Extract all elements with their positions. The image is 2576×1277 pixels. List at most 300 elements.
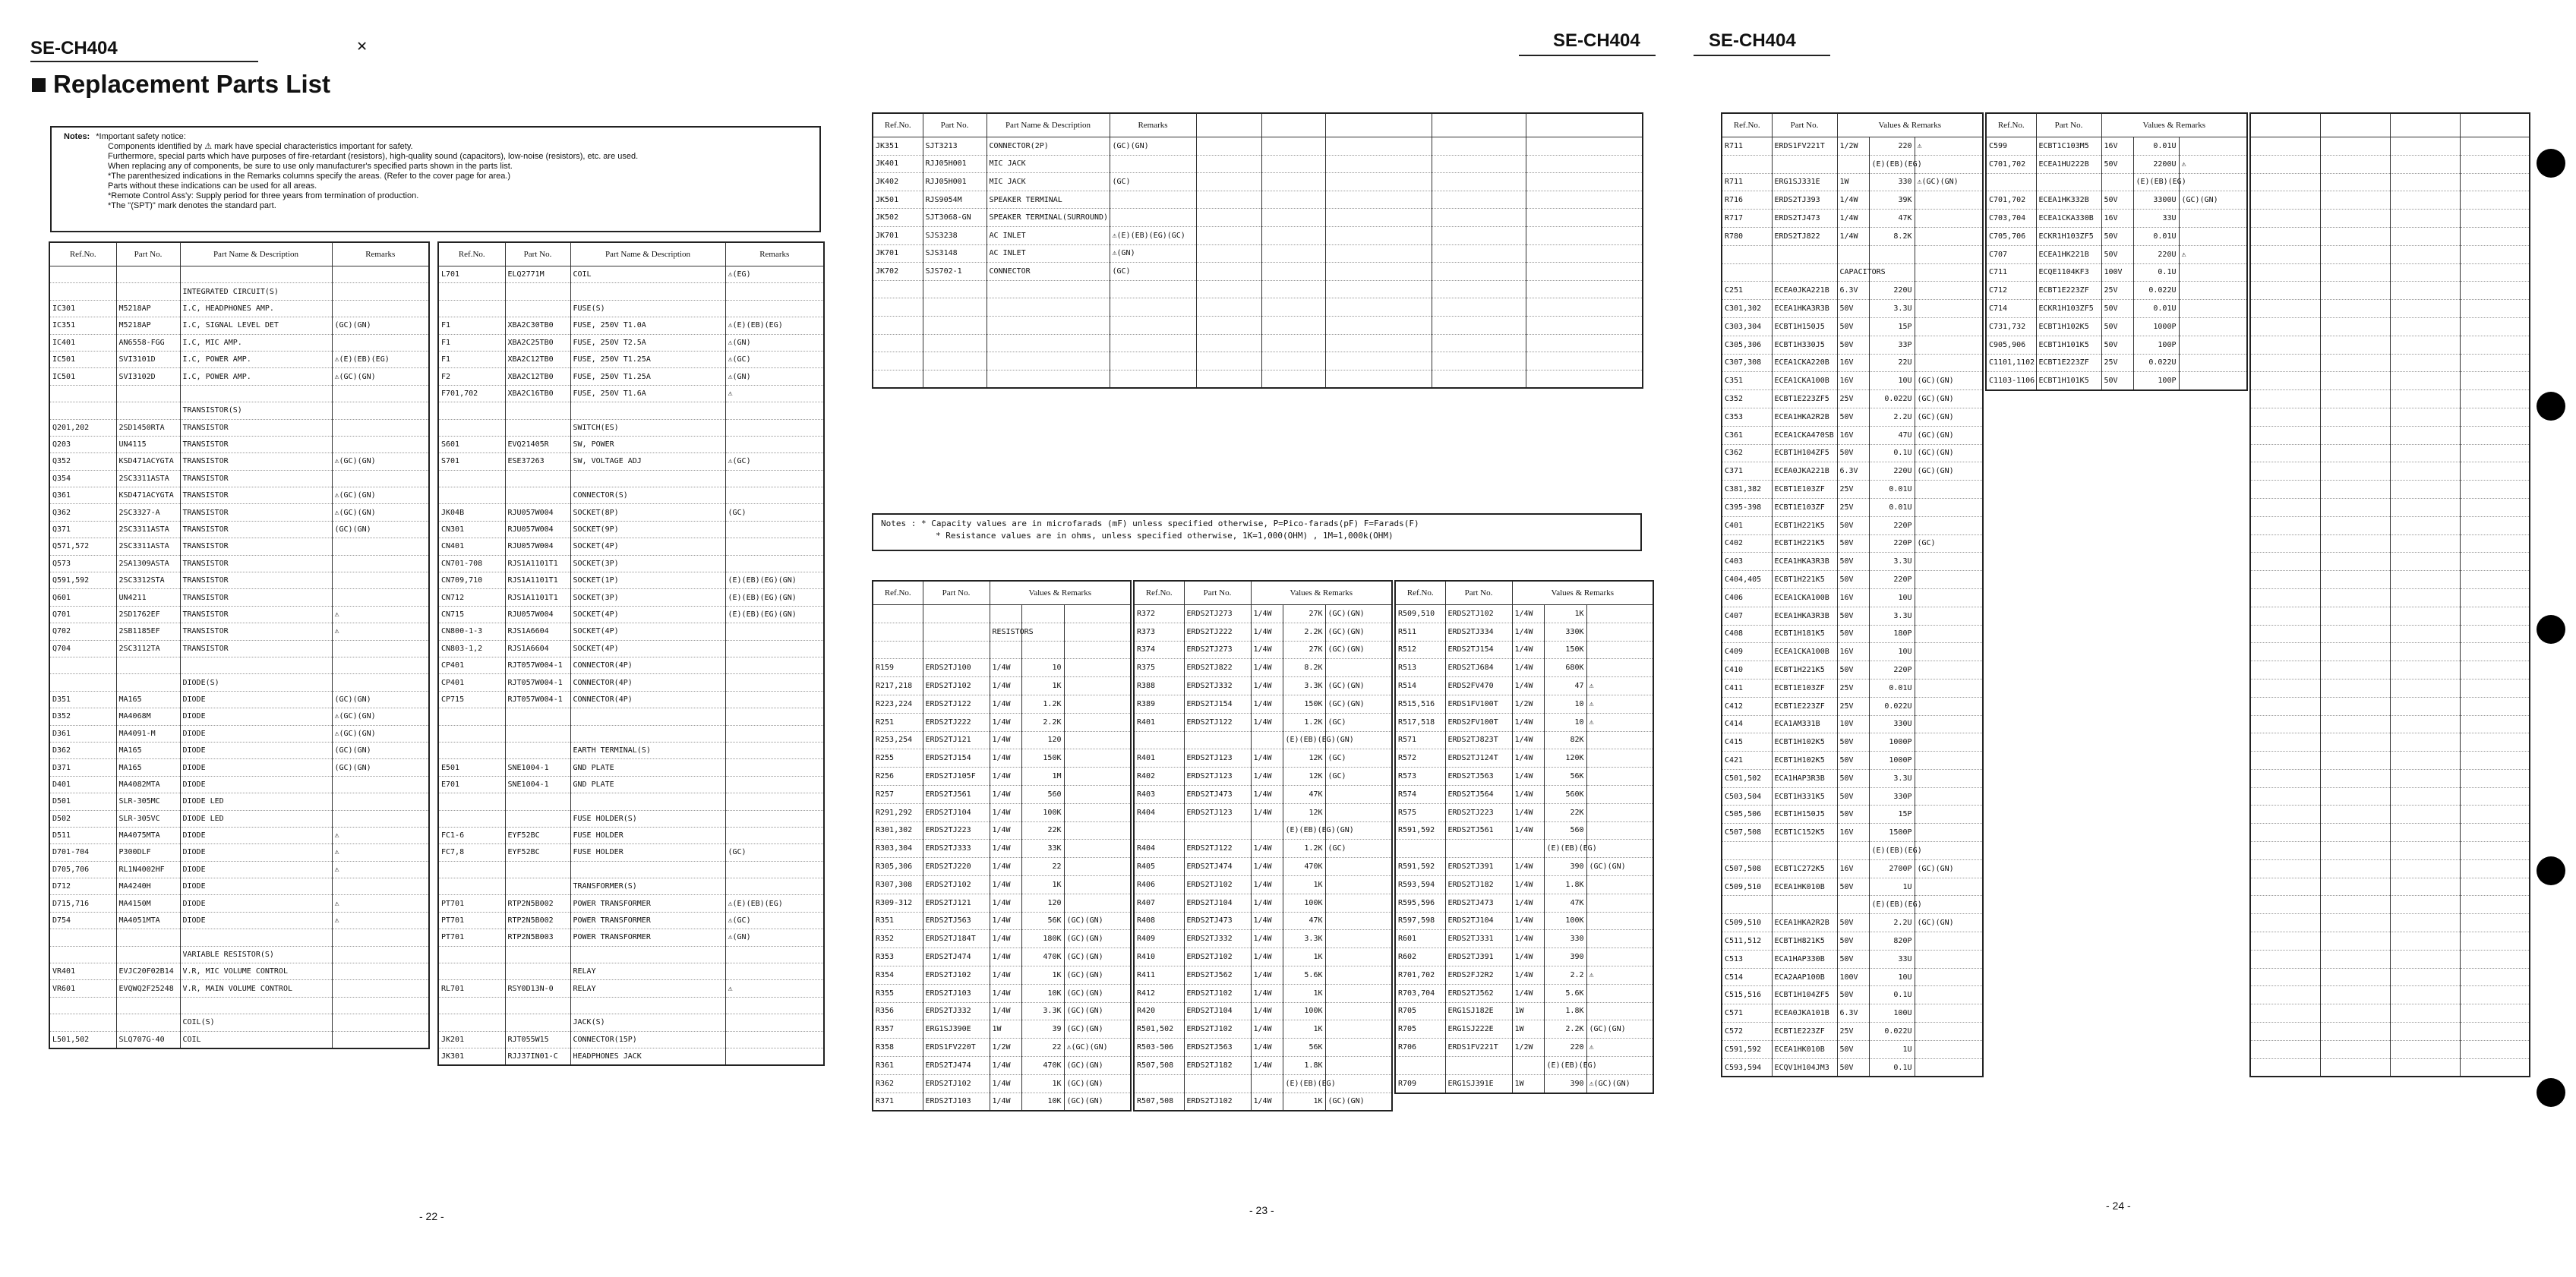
table-cell: 470K <box>1021 948 1064 966</box>
table-cell <box>2460 1058 2530 1077</box>
table-cell: (GC)(GN) <box>1325 641 1392 659</box>
table-row <box>1134 930 1392 948</box>
table-cell <box>505 946 570 963</box>
table-cell: RJS1A6604 <box>505 623 570 640</box>
table-cell: 16V <box>2101 137 2133 156</box>
table-row <box>438 674 824 691</box>
table-cell <box>1432 316 1526 334</box>
table-row <box>438 504 824 521</box>
table-cell: D712 <box>49 878 116 895</box>
table-cell <box>1261 137 1325 156</box>
table-cell: 1U <box>1869 878 1915 896</box>
table-row <box>438 351 824 367</box>
table-cell: 16V <box>1837 859 1869 878</box>
table-cell: FUSE HOLDER <box>570 827 725 843</box>
table-row <box>1986 354 2247 372</box>
table-cell <box>49 674 116 691</box>
table-cell <box>2320 571 2390 589</box>
table-cell <box>2460 752 2530 770</box>
table-cell: MA4051MTA <box>116 912 180 929</box>
table-cell: C303,304 <box>1722 317 1772 336</box>
table-cell <box>725 691 824 708</box>
table-cell: R703,704 <box>1395 984 1445 1002</box>
table-cell: ECEA1HKA3R3B <box>1772 300 1837 318</box>
column-header: Part No. <box>923 581 990 605</box>
table-cell <box>505 742 570 758</box>
table-cell <box>2390 516 2460 534</box>
table-row <box>873 677 1131 695</box>
table-cell: RJT057W004-1 <box>505 691 570 708</box>
table-row <box>2250 462 2530 481</box>
table-row <box>438 521 824 538</box>
table-cell: ERDS2TJ222 <box>923 713 990 731</box>
table-cell <box>438 725 505 742</box>
table-cell <box>1915 625 1983 643</box>
table-cell <box>1432 173 1526 191</box>
table-cell: VR401 <box>49 963 116 980</box>
table-cell <box>332 589 429 606</box>
table-row <box>1134 948 1392 966</box>
table-cell <box>2250 1058 2320 1077</box>
table-row <box>2250 932 2530 951</box>
table-cell: 50V <box>1837 787 1869 806</box>
table-cell <box>332 266 429 283</box>
table-cell: 50V <box>1837 625 1869 643</box>
table-cell: 50V <box>1837 607 1869 625</box>
table-row <box>873 1093 1131 1111</box>
table-cell <box>1196 173 1261 191</box>
table-cell <box>505 300 570 317</box>
table-cell <box>1915 679 1983 697</box>
table-cell <box>2460 481 2530 499</box>
table-cell: 10K <box>1021 984 1064 1002</box>
table-cell: R354 <box>873 966 923 984</box>
table-cell <box>2250 787 2320 806</box>
table-row <box>1722 227 1983 245</box>
table-cell: 1/4W <box>990 713 1021 731</box>
table-cell: ECEA1HKA3R3B <box>1772 607 1837 625</box>
table-cell <box>2460 625 2530 643</box>
table-cell: R572 <box>1395 749 1445 768</box>
model-label-p24: SE-CH404 <box>1709 30 1796 51</box>
table-row <box>438 470 824 487</box>
table-cell <box>1325 370 1432 388</box>
table-cell <box>2460 932 2530 951</box>
table-cell: I.C, HEADPHONES AMP. <box>180 300 332 317</box>
table-cell: ERDS2TJ823T <box>1445 731 1512 749</box>
table-cell: ECBT1H102K5 <box>1772 752 1837 770</box>
table-cell: 1K <box>1021 677 1064 695</box>
table-cell: 2SA1309ASTA <box>116 555 180 572</box>
table-cell: DIODE <box>180 776 332 793</box>
table-row <box>49 283 429 300</box>
column-header: Ref.No. <box>1395 581 1445 605</box>
table-cell: ECEA1CKA100B <box>1772 372 1837 390</box>
table-row <box>438 895 824 912</box>
table-cell <box>1196 244 1261 263</box>
table-cell <box>332 300 429 317</box>
table-cell: EVQ21405R <box>505 436 570 452</box>
table-cell <box>505 861 570 878</box>
table-cell: 1.2K <box>1021 695 1064 713</box>
table-row <box>2250 498 2530 516</box>
table-cell <box>49 997 116 1014</box>
table-row <box>1722 372 1983 390</box>
table-cell: ⚠ <box>2179 245 2247 263</box>
table-cell: (E)(EB)(EG) <box>1544 840 1586 858</box>
table-cell <box>725 810 824 827</box>
safety-notes <box>50 126 821 232</box>
table-cell <box>1915 878 1983 896</box>
table-cell: CP401 <box>438 657 505 673</box>
table-cell: R501,502 <box>1134 1020 1184 1039</box>
table-cell: ERDS2TJ473 <box>1184 912 1251 930</box>
table-cell <box>1837 155 1869 173</box>
table-cell: ⚠ <box>332 844 429 861</box>
table-cell <box>725 555 824 572</box>
table-cell: 1000P <box>1869 752 1915 770</box>
table-header-row <box>1395 581 1653 605</box>
table-cell: Q361 <box>49 487 116 504</box>
table-cell <box>1915 336 1983 354</box>
table-cell: 15P <box>1869 317 1915 336</box>
table-cell: ECA1HAP330B <box>1772 950 1837 968</box>
table-cell: TRANSISTOR <box>180 589 332 606</box>
table-cell: ERDS2TJ562 <box>1445 984 1512 1002</box>
table-cell <box>725 674 824 691</box>
table-cell <box>2179 317 2247 336</box>
table-cell: (GC) <box>1915 534 1983 553</box>
table-cell: C401 <box>1722 516 1772 534</box>
table-cell: Q591,592 <box>49 572 116 589</box>
table-cell: CN301 <box>438 521 505 538</box>
table-cell: C404,405 <box>1722 571 1772 589</box>
table-cell: 50V <box>1837 516 1869 534</box>
table-cell <box>2250 607 2320 625</box>
table-cell <box>2390 481 2460 499</box>
table-cell: (GC) <box>1325 713 1392 731</box>
table-cell <box>2460 697 2530 715</box>
table-row <box>1986 317 2247 336</box>
table-cell: 3.3K <box>1021 1002 1064 1020</box>
table-row <box>1722 191 1983 210</box>
table-cell: 1/4W <box>1512 984 1544 1002</box>
table-row <box>1722 282 1983 300</box>
table-cell: XBA2C16TB0 <box>505 385 570 402</box>
table-cell: 10 <box>1544 713 1586 731</box>
table-row <box>2250 787 2530 806</box>
table-cell: 8.2K <box>1869 227 1915 245</box>
table-row <box>1722 408 1983 426</box>
table-cell: ECEA1CKA470SB <box>1772 426 1837 444</box>
table-cell: 10U <box>1869 643 1915 661</box>
table-cell: ECEA1CKA100B <box>1772 588 1837 607</box>
table-cell: ERG1SJ390E <box>923 1020 990 1039</box>
table-row <box>2250 914 2530 932</box>
table-row <box>438 742 824 758</box>
table-cell <box>725 963 824 980</box>
table-cell: DIODE <box>180 708 332 725</box>
table-cell: 50V <box>1837 914 1869 932</box>
table-cell: R595,596 <box>1395 894 1445 912</box>
table-cell: ECBT1H150J5 <box>1772 317 1837 336</box>
table-row <box>1722 426 1983 444</box>
table-cell <box>1526 298 1643 317</box>
table-row <box>1395 785 1653 803</box>
table-cell: Q702 <box>49 623 116 640</box>
table-row <box>1395 803 1653 821</box>
table-cell: (E)(EB)(EG) <box>1869 842 1915 860</box>
table-cell <box>2250 661 2320 679</box>
table-cell: COIL(S) <box>180 1014 332 1031</box>
table-cell: 16V <box>1837 354 1869 372</box>
table-cell: 1/4W <box>1251 803 1283 821</box>
table-cell: R358 <box>873 1039 923 1057</box>
table-row <box>438 1031 824 1048</box>
table-cell <box>2320 679 2390 697</box>
table-row <box>2250 986 2530 1004</box>
table-cell <box>725 878 824 895</box>
table-cell: 1/2W <box>1837 137 1869 156</box>
table-cell: ERDS2TJ561 <box>1445 821 1512 840</box>
table-cell: 1K <box>1544 605 1586 623</box>
table-cell: 1K <box>1283 1020 1325 1039</box>
table-cell: (GC)(GN) <box>1915 426 1983 444</box>
table-cell: 390 <box>1544 948 1586 966</box>
table-cell <box>1586 821 1653 840</box>
table-cell <box>1196 137 1261 156</box>
table-cell <box>1586 768 1653 786</box>
table-row <box>873 840 1131 858</box>
binder-hole <box>2537 615 2565 644</box>
column-header: Ref.No. <box>1722 113 1772 137</box>
table-cell <box>2390 1004 2460 1023</box>
table-cell: R514 <box>1395 677 1445 695</box>
table-cell: ERDS2TJ393 <box>1772 191 1837 210</box>
table-cell: (GC)(GN) <box>1064 948 1131 966</box>
table-cell <box>438 1014 505 1031</box>
table-cell: 0.01U <box>1869 498 1915 516</box>
table-row <box>438 691 824 708</box>
table-cell: 0.01U <box>2133 300 2179 318</box>
table-cell <box>2320 516 2390 534</box>
table-row <box>873 713 1131 731</box>
table-cell: ERDS2TJ124T <box>1445 749 1512 768</box>
table-row <box>2250 752 2530 770</box>
table-cell: ERDS2TJ684 <box>1445 659 1512 677</box>
table-cell: R408 <box>1134 912 1184 930</box>
table-cell: 27K <box>1283 605 1325 623</box>
table-cell <box>2250 950 2320 968</box>
table-cell <box>1261 209 1325 227</box>
table-cell <box>2320 806 2390 824</box>
table-cell <box>1196 226 1261 244</box>
table-cell: TRANSISTOR <box>180 470 332 487</box>
table-cell: CN803-1,2 <box>438 640 505 657</box>
table-cell: ERDS1FV220T <box>923 1039 990 1057</box>
table-cell <box>725 725 824 742</box>
table-cell <box>2250 571 2320 589</box>
table-row <box>1134 659 1392 677</box>
table-cell: (GC)(GN) <box>1586 858 1653 876</box>
table-cell <box>570 470 725 487</box>
column-header: Remarks <box>1110 113 1196 137</box>
table-cell: ECBT1H821K5 <box>1772 932 1837 951</box>
table-cell: R575 <box>1395 803 1445 821</box>
column-header: Part Name & Description <box>570 242 725 266</box>
table-cell <box>1512 840 1544 858</box>
table-cell: 3.3U <box>1869 553 1915 571</box>
table-cell: ERDS2TJ102 <box>923 966 990 984</box>
table-cell: ⚠ <box>332 623 429 640</box>
table-cell <box>1184 821 1251 840</box>
table-row <box>1722 155 1983 173</box>
table-cell: TRANSISTOR <box>180 504 332 521</box>
table-row <box>873 821 1131 840</box>
table-cell: ⚠ <box>725 385 824 402</box>
table-cell: (GC) <box>1325 840 1392 858</box>
table-cell: C362 <box>1722 444 1772 462</box>
table-cell: C381,382 <box>1722 481 1772 499</box>
table-cell <box>725 861 824 878</box>
table-cell <box>2250 824 2320 842</box>
table-cell: 50V <box>1837 571 1869 589</box>
table-cell: 1/4W <box>1512 749 1544 768</box>
table-cell: ERDS2TJ184T <box>923 930 990 948</box>
table-cell <box>438 810 505 827</box>
table-cell: ERDS2TJ391 <box>1445 858 1512 876</box>
table-cell: ERDS2TJ102 <box>1445 605 1512 623</box>
table-row <box>49 606 429 623</box>
table-cell <box>725 759 824 776</box>
table-cell <box>1432 280 1526 298</box>
table-cell: 1/4W <box>1251 641 1283 659</box>
table-cell: 2SD1450RTA <box>116 419 180 436</box>
table-cell <box>1064 641 1131 659</box>
table-cell: R511 <box>1395 623 1445 641</box>
page-title-text: Replacement Parts List <box>53 70 330 98</box>
table-cell: JK201 <box>438 1031 505 1048</box>
table-cell <box>1110 209 1196 227</box>
table-cell <box>2250 553 2320 571</box>
table-cell <box>1325 280 1432 298</box>
table-cell: CONNECTOR(4P) <box>570 657 725 673</box>
notes-line: Furthermore, special parts which have purposes of fire-retardant (resistors), high-quality sound (capacitors), low-noise (resistors), etc. are used. <box>108 152 639 161</box>
table-row <box>1986 155 2247 173</box>
table-row <box>2250 155 2530 173</box>
table-row <box>2250 245 2530 263</box>
table-cell <box>49 266 116 283</box>
table-row <box>1395 894 1653 912</box>
table-cell: ⚠ <box>725 980 824 997</box>
table-cell <box>2390 914 2460 932</box>
table-cell: C509,510 <box>1722 914 1772 932</box>
table-cell: Q601 <box>49 589 116 606</box>
table-row <box>2250 1023 2530 1041</box>
table-cell <box>1251 731 1283 749</box>
table-cell: JACK(S) <box>570 1014 725 1031</box>
table-row <box>873 352 1643 370</box>
table-cell: DIODE LED <box>180 793 332 810</box>
table-cell: ECEA1CKA100B <box>1772 643 1837 661</box>
table-cell <box>332 997 429 1014</box>
table-cell: (GC)(GN) <box>1064 1056 1131 1074</box>
table-cell <box>2460 191 2530 210</box>
table-cell: 25V <box>1837 697 1869 715</box>
table-cell: 50V <box>1837 300 1869 318</box>
table-cell <box>505 878 570 895</box>
table-cell: FC1-6 <box>438 827 505 843</box>
table-cell: D352 <box>49 708 116 725</box>
table-cell: R403 <box>1134 785 1184 803</box>
table-cell <box>2390 462 2460 481</box>
table-cell <box>2460 679 2530 697</box>
table-cell: ERDS2TJ102 <box>923 875 990 894</box>
table-cell: ERDS2TJ822 <box>1772 227 1837 245</box>
binder-hole <box>2537 149 2565 178</box>
table-cell <box>1064 821 1131 840</box>
table-header-row <box>49 242 429 266</box>
table-cell: ⚠(E)(EB)(EG) <box>725 895 824 912</box>
table-cell: UN4115 <box>116 436 180 452</box>
table-cell <box>2320 1004 2390 1023</box>
table-cell <box>2320 444 2390 462</box>
table-cell <box>1064 659 1131 677</box>
table-cell: 2700P <box>1869 859 1915 878</box>
table-cell <box>1325 930 1392 948</box>
table-cell: 1W <box>1512 1020 1544 1039</box>
table-cell: 1.8K <box>1544 875 1586 894</box>
table-cell <box>1586 912 1653 930</box>
table-row <box>49 1014 429 1031</box>
table-cell <box>1110 334 1196 352</box>
table-row <box>1722 173 1983 191</box>
table-cell: C507,508 <box>1722 824 1772 842</box>
table-cell: R402 <box>1134 768 1184 786</box>
table-row <box>49 878 429 895</box>
table-row <box>873 984 1131 1002</box>
table-row <box>1722 571 1983 589</box>
table-cell: EVQWQ2F25248 <box>116 980 180 997</box>
table-cell <box>2250 390 2320 408</box>
table-cell: FUSE HOLDER(S) <box>570 810 725 827</box>
table-cell <box>116 946 180 963</box>
table-row <box>438 725 824 742</box>
table-cell: C351 <box>1722 372 1772 390</box>
table-cell <box>1196 209 1261 227</box>
table-cell: D361 <box>49 725 116 742</box>
table-cell <box>1064 858 1131 876</box>
table-row <box>1134 623 1392 641</box>
table-cell: 50V <box>2101 191 2133 210</box>
table-cell: KSD471ACYGTA <box>116 487 180 504</box>
table-cell: GND PLATE <box>570 776 725 793</box>
table-cell: 25V <box>2101 354 2133 372</box>
table-row <box>49 385 429 402</box>
table-row <box>873 749 1131 768</box>
table-cell: POWER TRANSFORMER <box>570 895 725 912</box>
table-cell: C403 <box>1722 553 1772 571</box>
table-cell: EARTH TERMINAL(S) <box>570 742 725 758</box>
table-cell <box>1526 334 1643 352</box>
table-cell: 3.3K <box>1283 677 1325 695</box>
column-header: Ref.No. <box>1986 113 2036 137</box>
table-cell <box>2390 426 2460 444</box>
table-cell: ECBT1C103M5 <box>2036 137 2101 156</box>
table-cell <box>2460 769 2530 787</box>
table-cell <box>2460 155 2530 173</box>
table-cell: C1101,1102 <box>1986 354 2036 372</box>
